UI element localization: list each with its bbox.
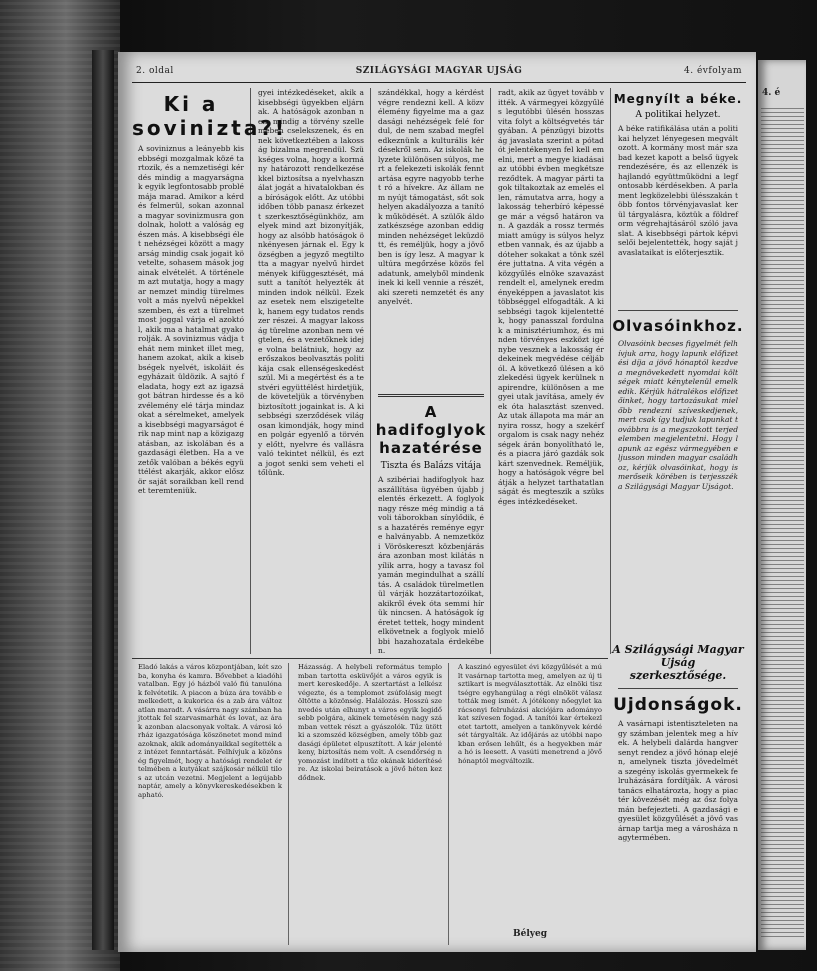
article-title: A hadifoglyok hazatérése <box>375 403 487 457</box>
column-5 <box>612 88 744 946</box>
briefs-column-3 <box>452 663 608 945</box>
article-title: Ki a sovinizta?! <box>132 92 288 140</box>
binding-spine <box>92 50 114 950</box>
column-3 <box>372 88 491 654</box>
editorial-signature: A Szilágysági Magyar Ujság szerkesztősége. <box>612 643 744 682</box>
newspaper-name: SZILÁGYSÁGI MAGYAR UJSÁG <box>355 66 523 76</box>
article-body: radt, akik az ügyet tovább vitték. A vármegyei közgyűlés legutóbbi ülésén hosszas vita folyt a költségvetés tárgyában. A pénzügyi bizottság javaslata szerint a pótadót jelentékenyen fel kell emelni, mert a megye kiadásai az utóbbi évben megkétszereződtek. A magyar párti tagok tiltakoztak az emelés ellen, rámutatva arra, hogy a lakosság teherbíró képessége már a végső határon van. A gazdák a rossz termés miatt amúgy is súlyos helyzetben vannak, és az újabb adóteher sokakat a tönk szélére juttatna. A vita végén a közgyűlés elnöke szavazást rendelt el, amelynek eredményeképpen a javaslatot kis többséggel elfogadták. A kisebbségi tagok kijelentették, hogy panasszal fordulnak a minisztériumhoz, és minden törvényes eszközt igénybe vesznek a lakosság érdekeinek megvédése céljából. A következő ülésen a közlekedési ügyek kerülnek napirendre, különösen a megyei utak javítása, amely évek óta halasztást szenved. Az utak állapota ma már annyira rossz, hogy a szekérforgalom is csak nagy nehézségek árán bonyolítható le, és a piacra járó gazdák sok kárt szenvednek. Reméljük, hogy a hatóságok végre belátják a helyzet tarthatatlanságát és megteszik a szükséges intézkedéseket. <box>498 88 604 506</box>
next-page-text-lines <box>761 108 804 940</box>
news-briefs-section <box>132 658 608 947</box>
brief-text: Házasság. A helybeli református templomban tartotta esküvőjét a város egyik ismert kereskedője. A szertartást a lelkész végezte, és a templomot zsúfolásig megtöltötte a közönség. Halálozás. Hosszú szenvedés után elhunyt a város egyik legidősebb polgára, akinek temetésén nagy számban vettek részt a gyászolók. Tűz ütött ki a szomszéd községben, amely több gazdasági épületet elpusztított. A kár jelentékeny, biztosítás nem volt. A csendőrség nyomozást indított a tűz okának kiderítésére. Az iskolai beiratások a jövő héten kezdődnek. <box>298 663 442 782</box>
section-divider <box>378 394 484 397</box>
page-header <box>132 60 746 83</box>
article-body: A béke ratifikálása után a politikai helyzet lényegesen megváltozott. A kormány most már szabad kezet kapott a belső ügyek rendezésére, és az ellenzék is hajlandó együttműködni a legfontosabb kérdésekben. A parlament legközelebbi ülésszakán több fontos törvényjavaslat kerül tárgyalásra, köztük a földreform végrehajtásáról szóló javaslat. A kisebbségi pártok képviselői bejelentették, hogy saját javaslataikat is előterjesztik. <box>618 124 738 257</box>
briefs-column-1 <box>132 663 289 945</box>
article-subtitle: A politikai helyzet. <box>635 110 721 120</box>
article-body: A soviniznus a leányebb kisebbségi mozgalmak közé tartozik, és a nemzetiségi kérdés mindig a magyarságnak egyik legfontosabb problémája marad. Amikor a kérdés felmerül, sokan azonnal a magyar sovinizmusra gondolnak, holott a valóság egészen más. A kisebbségi élet nehézségei között a magyarság mindig csak jogait követelte, sohasem mások jogainak elvételét. A történelem azt mutatja, hogy a magyar nemzet mindig türelmes volt a más nyelvű népekkel szemben, és ezt a türelmet most joggal várja el azoktól, akik ma a hatalmat gyakorolják. A sovinizmus vádja tehát nem minket illet meg, hanem azokat, akik a kisebbségek nyelvét, iskoláit és egyházait üldözik. A sajtó feladata, hogy ezt az igazságot bátran hirdesse és a közvélemény elé tárja mindazokat a sérelmeket, amelyek a kisebbségi magyarságot érik nap mint nap a közigazgatásban, az iskolában és a gazdasági életben. Ha a vezetők valóban a békés együttélést akarják, akkor először saját soraikban kell rendet teremteniük. <box>138 144 244 495</box>
section-divider <box>618 310 738 311</box>
section-divider <box>618 688 738 689</box>
briefs-column-2 <box>292 663 449 945</box>
article-body: Olvasóink becses figyelmét felhívjuk arra, hogy lapunk előfizetési díja a jövő hónaptól kezdve a megnövekedett nyomdai költségek miatt kénytelenül emelkedik. Kérjük hátralékos előfizetőinket, hogy tartozásukat mielőbb rendezni szíveskedjenek, mert csak így tudjuk lapunkat továbbra is a megszokott terjedelemben megjelentetni. Hogy lapunk az egész vármegyében eljusson minden magyar családhoz, kérjük olvasóinkat, hogy ismerőseik körében is terjesszék a Szilágysági Magyar Ujságot. <box>618 339 739 491</box>
article-body: A vasárnapi istentiszteleten nagy számban jelentek meg a hívek. A helybeli dalárda hangversenyt rendez a jövő hónap elején, amelynek tiszta jövedelmét a szegény iskolás gyermekek felruházására fordítják. A városi tanács elhatározta, hogy a piactér kövezését még az ősz folyamán befejezteti. A gazdasági egyesület közgyűlését a jövő vasárnap tartja meg a városháza nagytermében. <box>618 719 738 842</box>
page-number: 2. oldal <box>136 66 174 76</box>
volume-label: 4. évfolyam <box>684 66 742 76</box>
article-title: Ujdonságok. <box>613 695 743 715</box>
next-page-header: 4. é <box>762 88 781 98</box>
article-body: A szibériai hadifoglyok hazaszállítása ügyében újabb jelentés érkezett. A foglyok nagy része még mindig a távoli táborokban sínylődik, és a hazatérés reménye egyre halványabb. A nemzetközi Vöröskereszt közbenjárására azonban most kilátás nyílik arra, hogy a tavasz folyamán megindulhat a szállítás. A családok türelmetlenül várják hozzátartozóikat, akikről évek óta semmi hírük nincsen. A hatóságok ígéretet tettek, hogy mindent elkövetnek a foglyok mielőbbi hazahozatala érdekében. <box>378 475 484 655</box>
brief-text: Eladó lakás a város központjában, két szoba, konyha és kamra. Bővebbet a kiadóhivatalban. Egy jó házból való fiú tanulónak felvétetik. A piacon a búza ára tovább emelkedett, a kukorica és a zab ára változatlan maradt. A vásárra nagy számban hajtottak fel szarvasmarhát és lovat, az árak azonban alacsonyak voltak. A városi kórház igazgatósága köszönetet mond mindazoknak, akik adományaikkal segítették az intézet fenntartását. Felhívjuk a közönség figyelmét, hogy a hatósági rendelet értelmében a kutyákat szájkosár nélkül tilos az utcán vezetni. Megjelent a legújabb naptár, amely a könyvkereskedésekben kapható. <box>138 663 283 799</box>
article-subtitle: Tiszta és Balázs vitája <box>380 461 482 471</box>
brief-text: A kaszinó egyesület évi közgyűlését a múlt vasárnap tartotta meg, amelyen az új tisztikart is megválasztották. Az elnöki tisztségre egyhangúlag a régi elnököt választották meg ismét. A jótékony nőegylet karácsonyi felruházási akciójára adományokat szívesen fogad. A tanítói kar értekezletet tartott, amelyen a tankönyvek kérdését tárgyalták. Az időjárás az utóbbi napokban erősen lehűlt, és a hegyekben már a hó is leesett. A vasúti menetrend a jövő hónaptól megváltozik. <box>458 663 602 765</box>
next-page-edge <box>758 60 806 950</box>
newspaper-page <box>118 52 756 952</box>
stamp-mark: Bélyeg <box>512 929 547 939</box>
article-body: szándékkal, hogy a kérdést végre rendezni kell. A közvélemény figyelme ma a gazdasági nehézségek felé fordul, de nem szabad megfeledkeznünk a kulturális kérdésekről sem. Az iskolák helyzete különösen súlyos, mert a felekezeti iskolák fenntartása egyre nagyobb terhet ró a hívekre. Az állam nem nyújt támogatást, sőt sok helyen akadályozza a tanítók működését. A szülők áldozatkészsége azonban eddig minden nehézséget leküzdött, és reméljük, hogy a jövőben is így lesz. A magyar kultúra megőrzése közös feladatunk, amelyből mindenkinek ki kell vennie a részét, aki szereti nemzetét és anyanyelvét. <box>378 88 484 306</box>
column-1 <box>132 88 288 654</box>
article-body: gyei intézkedéseket, akik a kisebbségi ügyekben eljárnak. A hatóságok azonban nem mindig a törvény szellemében cselekszenek, és ennek következtében a lakosság bizalma megrendül. Szükséges volna, hogy a kormány határozott rendelkezésekkel biztosítsa a nyelvhasználat jogát a hivatalokban és a bíróságok előtt. Az utóbbi időben több panasz érkezett szerkesztőségünkhöz, amelyek mind azt bizonyítják, hogy az alsóbb hatóságok önkényesen járnak el. Egy községben a jegyző megtiltotta a magyar nyelvű hirdetmények kifüggesztését, másutt a tanítót helyezték át minden indok nélkül. Ezek az esetek nem elszigeteltek, hanem egy tudatos rendszer részei. A magyar lakosság türelme azonban nem végtelen, és a vezetőknek ideje volna belátniuk, hogy az erőszakos beolvasztás politikája csak ellenségeskedést szül. Mi a megértést és a testvéri együttélést hirdetjük, de követeljük a törvényben biztosított jogainkat is. A kisebbségi szerződések világosan kimondják, hogy minden polgár egyenlő a törvény előtt, nyelvre és vallásra való tekintet nélkül, és ezt a jogot senki sem veheti el tőlünk. <box>258 88 365 477</box>
article-title: Olvasóinkhoz. <box>612 317 744 335</box>
article-title: Megnyílt a béke. <box>613 92 743 106</box>
column-4 <box>492 88 611 654</box>
column-2 <box>252 88 371 654</box>
